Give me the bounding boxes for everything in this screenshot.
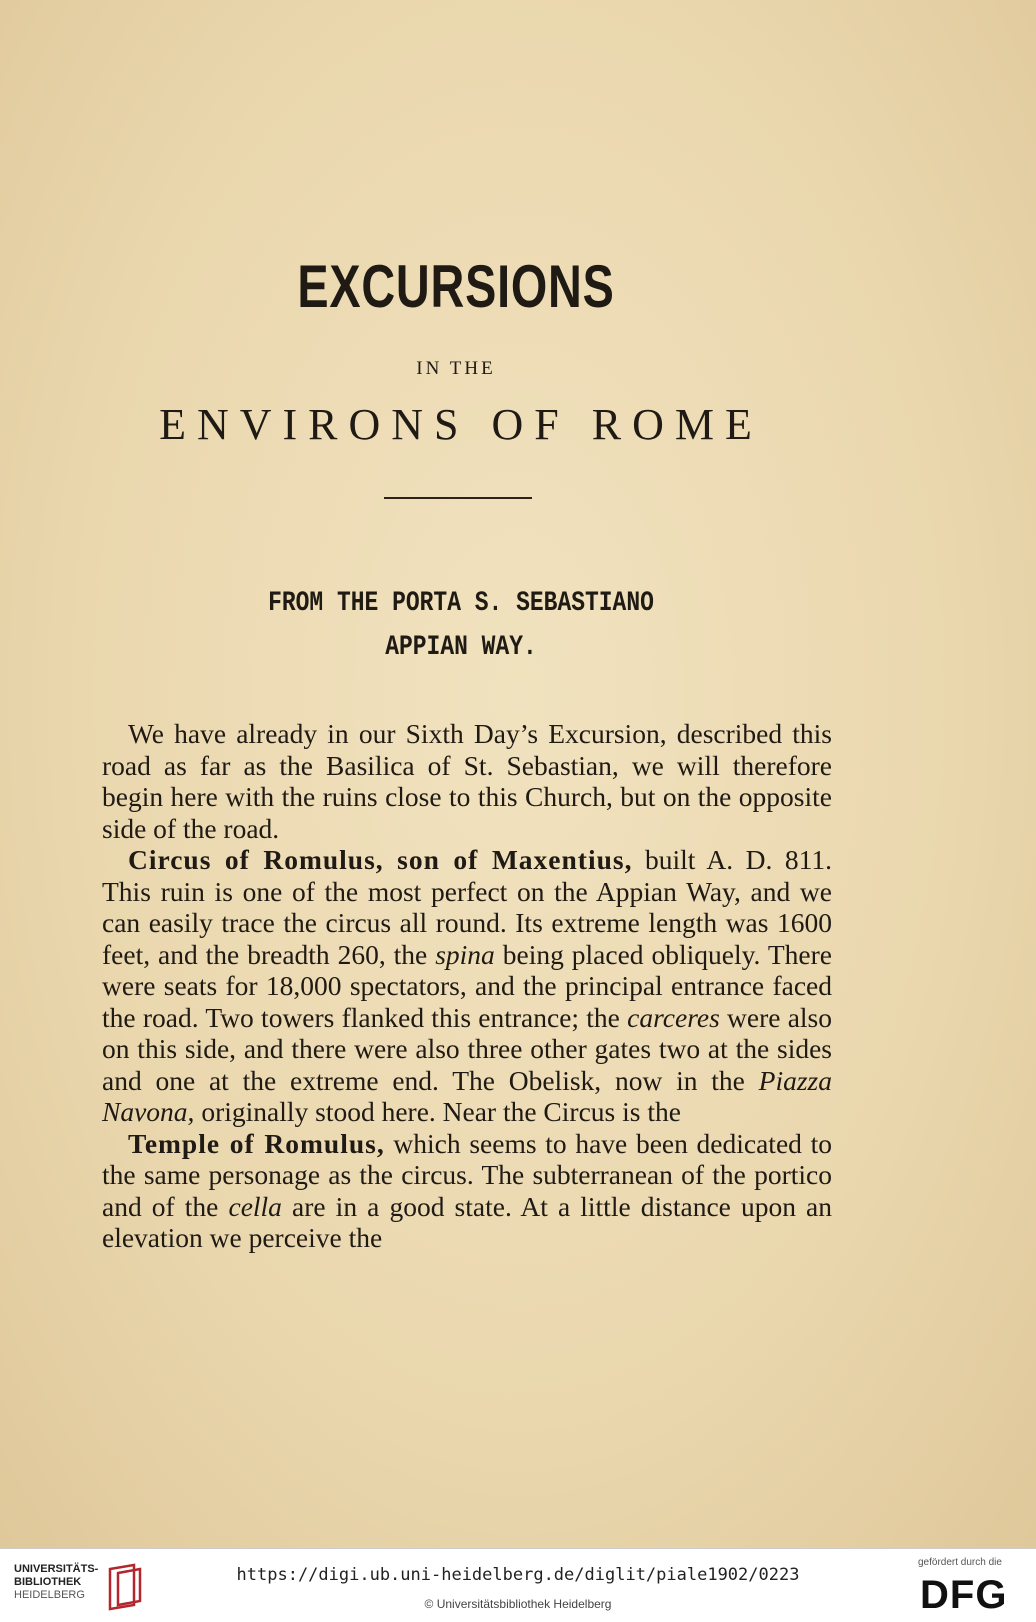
library-line2: BIBLIOTHEK [14,1576,82,1588]
dfg-logo: DFG [920,1573,1008,1617]
library-line1: UNIVERSITÄTS- [14,1563,99,1575]
library-line3: HEIDELBERG [14,1589,85,1601]
carceres-term: carceres [627,1001,720,1033]
paragraph-circus [102,844,832,1128]
temple-text-b: are in a good state. At a little distance upon an elevation we perceive the [102,1190,832,1253]
circus-heading: Circus of Romulus, son of Maxentius, [128,844,633,875]
paragraph-intro: We have already in our Sixth Day’s Excursion, described this road as far as the Basilica of St. Sebastian, we will therefore begin here with the ruins close to this Church, but on the opposite side of the road. [102,718,832,844]
temple-heading: Temple of Romulus, [128,1127,385,1159]
circus-text-a: built A. D. 811. This ruin is one of the most perfect on the Appian Way, and we can easily trace the circus all round. Its extreme length was 1600 feet, and the breadth 260, the [102,844,833,970]
subtitle-small: IN THE [416,358,496,379]
section-heading-line1: FROM THE PORTA S. SEBASTIANO [268,588,654,619]
body-text [102,718,832,1254]
copyright-text: © Universitätsbibliothek Heidelberg [424,1597,612,1611]
subtitle-large: ENVIRONS OF ROME [159,400,763,449]
cella-term: cella [228,1190,282,1222]
viewer-footer [0,1548,1036,1622]
temple-text-a: which seems to have been dedicated to the same personage as the circus. The subterranean of the portico and of the [102,1127,832,1222]
title-divider [384,497,532,499]
section-heading-line2: APPIAN WAY. [385,632,537,663]
dfg-funding-note: gefördert durch die [918,1557,1002,1568]
page-title: EXCURSIONS [297,253,615,320]
circus-text-c: were also on this side, and there were also three other gates two at the sides and one at the extreme end. The Obelisk, now in the [102,1001,832,1096]
circus-text-b: being placed obliquely. There were seats for 18,000 spectators, and the principal entrance faced the road. Two towers flanked this entrance; the [102,938,832,1033]
paragraph-temple [102,1128,832,1254]
piazza-term: Piazza Navona, [102,1064,832,1127]
circus-text-d: originally stood here. Near the Circus is the [194,1096,681,1127]
spina-term: spina [435,938,495,970]
page-url-link[interactable]: https://digi.ub.uni-heidelberg.de/diglit/piale1902/0223 [236,1565,800,1585]
